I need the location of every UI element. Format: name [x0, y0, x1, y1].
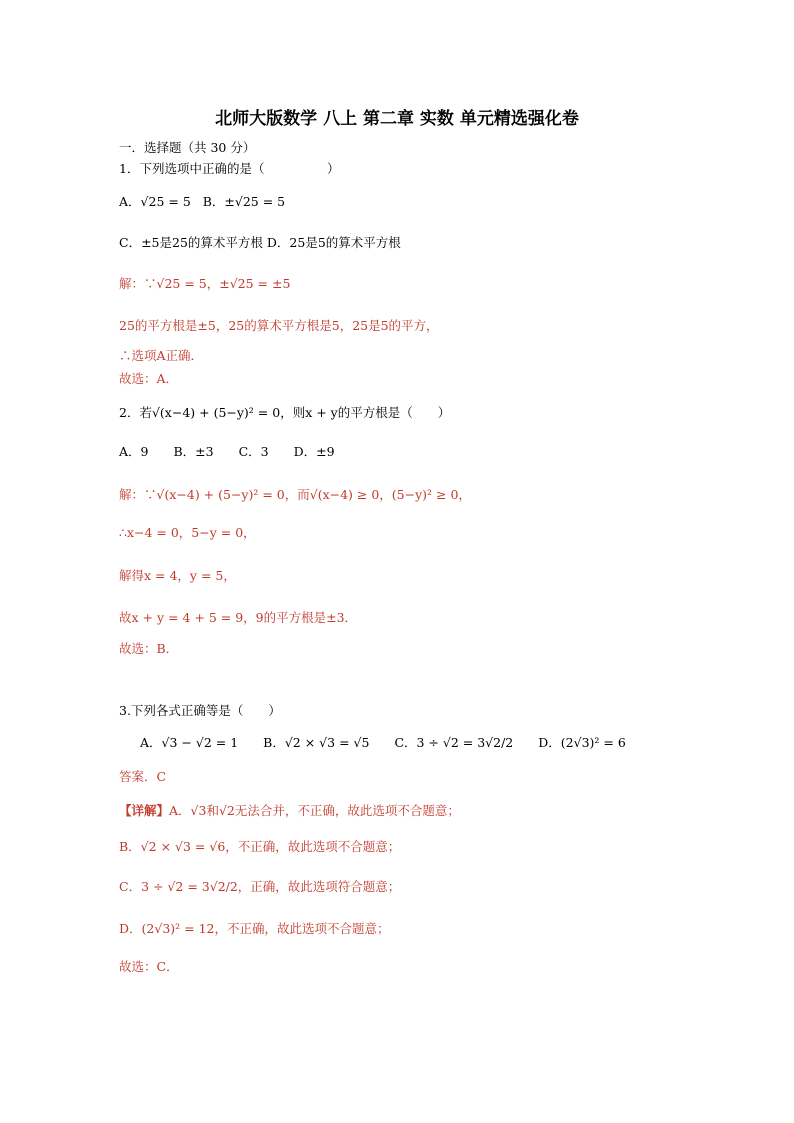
q3-answer-line: 答案．C — [119, 769, 167, 784]
q3-stem: 3.下列各式正确等是（ ） — [119, 703, 281, 718]
q1-option-b-label: B． — [202, 194, 225, 209]
q2-options: A．9 B．±3 C．3 D．±9 — [119, 444, 335, 459]
q1-option-d: D．25是5的算术平方根 — [266, 235, 401, 250]
q3-detail-b: B．√2 × √3 = √6，不正确，故此选项不合题意； — [119, 839, 401, 854]
q2-answer: 故选：B． — [119, 641, 179, 656]
q1-stem: 1．下列选项中正确的是（ ） — [119, 161, 340, 176]
q1-option-c: C．±5是25的算术平方根 — [119, 235, 263, 250]
q1-options-ab — [119, 193, 285, 211]
q3-options: A．√3 − √2 = 1 B．√2 × √3 = √5 C．3 ÷ √2 = 3√2/2 D．(2√3)² = 6 — [140, 735, 626, 750]
q3-detail-tag: 【详解】 — [119, 803, 170, 818]
q3-detail-c: C．3 ÷ √2 = 3√2/2，正确，故此选项符合题意； — [119, 879, 401, 894]
q2-solution-line3: 解得x = 4，y = 5， — [119, 568, 236, 583]
q2-solution-line4: 故x + y = 4 + 5 = 9，9的平方根是±3． — [119, 610, 358, 625]
q1-answer: 故选：A． — [119, 371, 179, 386]
q1-solution-line2: 25的平方根是±5，25的算术平方根是5，25是5的平方， — [119, 318, 439, 333]
q1-option-b-math: ±√25 = 5 — [224, 194, 286, 209]
q2-solution-line1: 解：∵√(x−4) + (5−y)² = 0，而√(x−4) ≥ 0，(5−y)² ≥ 0， — [119, 487, 471, 502]
q3-answer: 故选：C． — [119, 959, 179, 974]
q3-detail-d: D．(2√3)² = 12，不正确，故此选项不合题意； — [119, 921, 390, 936]
q1-solution-line3: ∴选项A正确． — [119, 348, 204, 363]
q1-option-a-label: A． — [119, 194, 141, 209]
q2-solution-line2: ∴x−4 = 0，5−y = 0， — [119, 525, 256, 540]
page-title: 北师大版数学 八上 第二章 实数 单元精选强化卷 — [215, 109, 579, 129]
q3-detail-a — [119, 802, 460, 820]
q3-detail-a-text: A．√3和√2无法合并，不正确，故此选项不合题意； — [169, 803, 460, 818]
q1-option-a-math: √25 = 5 — [140, 194, 191, 209]
q2-stem: 2．若√(x−4) + (5−y)² = 0，则x + y的平方根是（ ） — [119, 405, 451, 420]
section-heading: 一．选择题（共 30 分） — [119, 140, 256, 155]
q1-solution-line1: 解：∵√25 = 5，±√25 = ±5 — [119, 276, 291, 291]
q1-options-cd — [119, 234, 401, 252]
